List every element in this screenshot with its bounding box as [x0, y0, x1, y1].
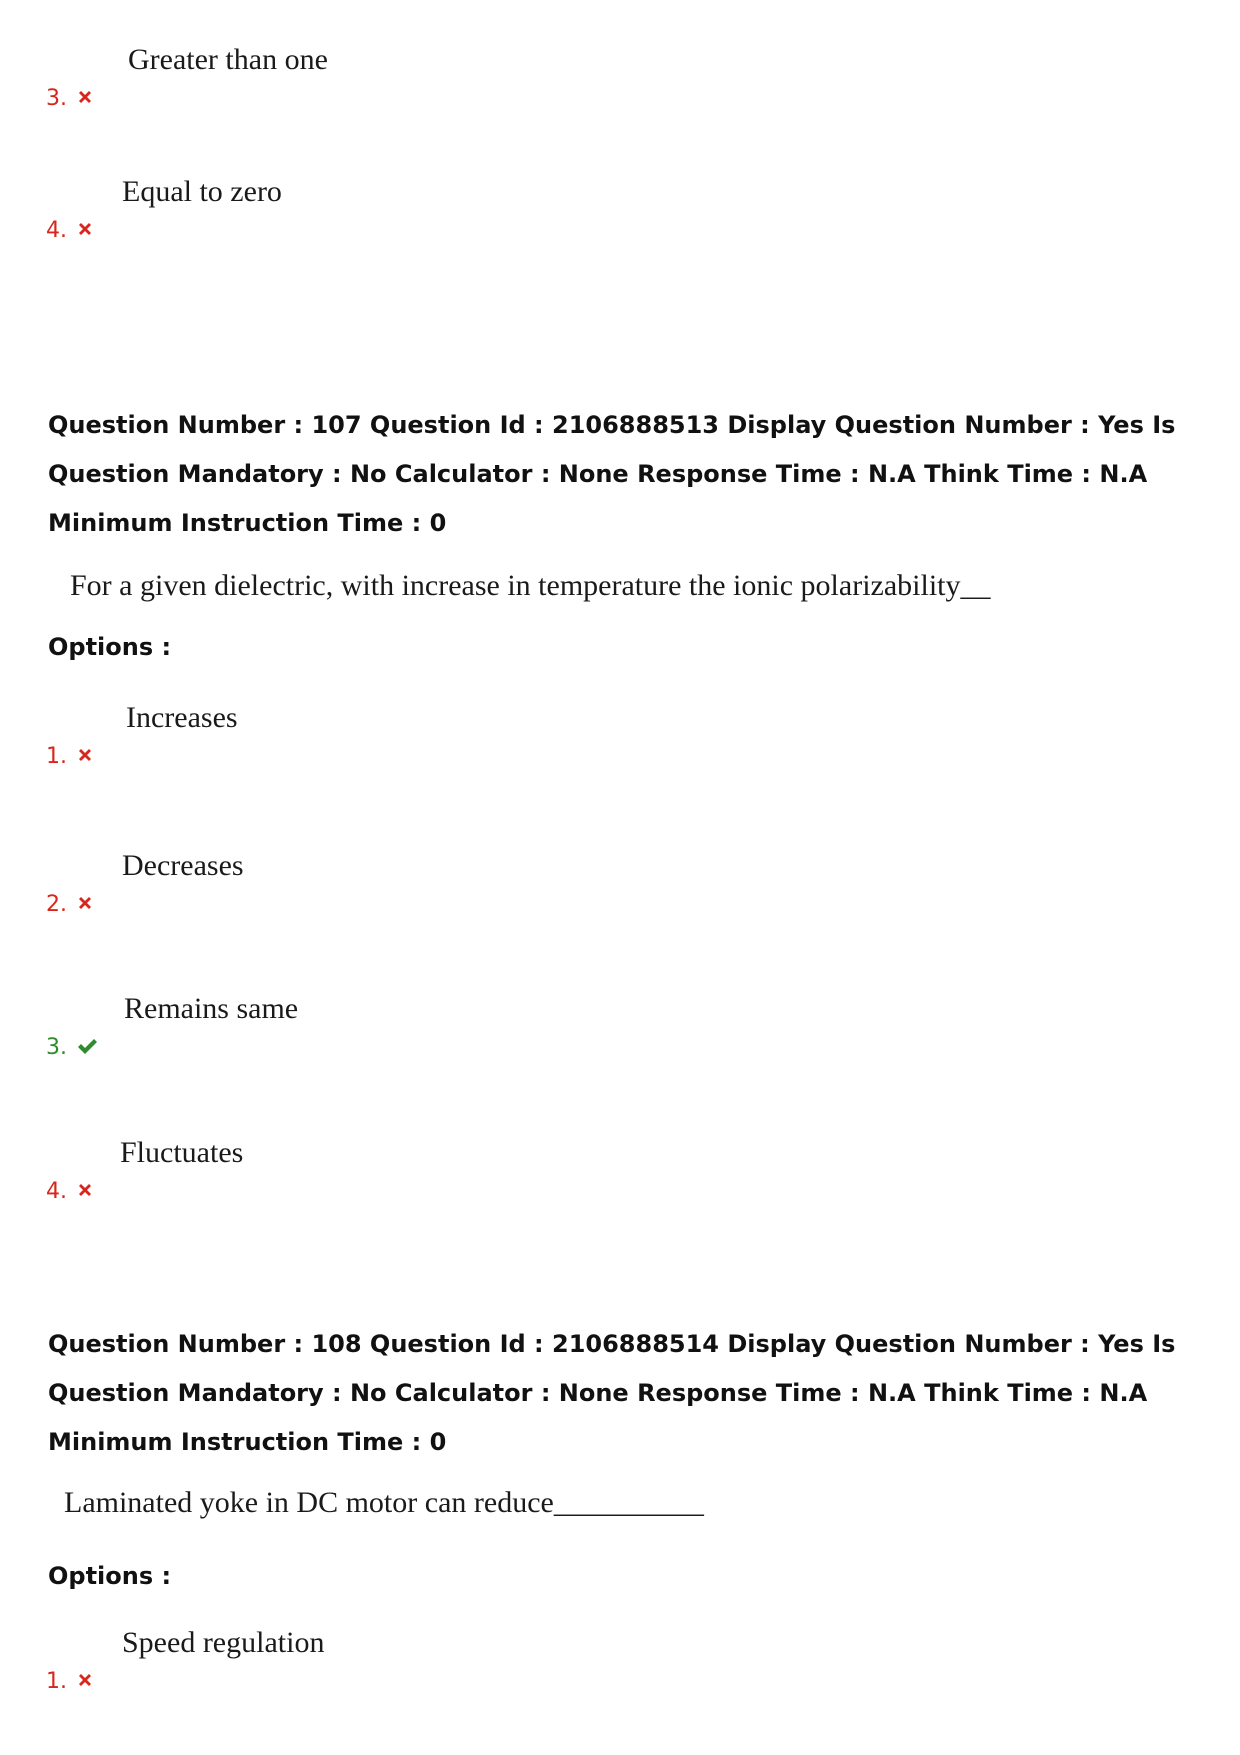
option-text: Fluctuates	[120, 1136, 244, 1169]
option-item	[46, 700, 746, 770]
option-item	[46, 174, 746, 244]
option-item	[46, 1135, 746, 1205]
option-text: Speed regulation	[122, 1626, 325, 1659]
option-text: Increases	[126, 701, 238, 734]
cross-icon	[76, 1181, 94, 1199]
question-meta: Question Number : 108 Question Id : 2106888514 Display Question Number : Yes Is Question Mandatory : No Calculator : None Response Time : N.A Think Time : N.A Minimum Instruction Time : 0	[48, 1330, 1176, 1456]
cross-icon	[76, 746, 94, 764]
option-number: 1.	[46, 1669, 67, 1694]
option-text: Remains same	[124, 992, 299, 1025]
option-text: Decreases	[122, 849, 244, 882]
cross-icon	[76, 220, 94, 238]
option-number: 4.	[46, 1179, 67, 1204]
cross-icon	[76, 1671, 94, 1689]
question-stem: For a given dielectric, with increase in temperature the ionic polarizability__	[70, 569, 991, 602]
option-text: Greater than one	[128, 43, 328, 76]
cross-icon	[76, 88, 94, 106]
option-number: 2.	[46, 892, 67, 917]
option-item	[46, 991, 746, 1061]
option-item	[46, 848, 746, 918]
option-item	[46, 1625, 746, 1695]
option-number: 3.	[46, 1035, 67, 1060]
options-label: Options :	[48, 1562, 172, 1590]
option-number: 3.	[46, 86, 67, 111]
option-number: 1.	[46, 744, 67, 769]
option-number: 4.	[46, 218, 67, 243]
question-stem: Laminated yoke in DC motor can reduce__________	[64, 1486, 704, 1519]
question-meta: Question Number : 107 Question Id : 2106888513 Display Question Number : Yes Is Question Mandatory : No Calculator : None Response Time : N.A Think Time : N.A Minimum Instruction Time : 0	[48, 411, 1176, 537]
option-item	[46, 42, 746, 112]
check-icon	[76, 1037, 98, 1057]
cross-icon	[76, 894, 94, 912]
option-text: Equal to zero	[122, 175, 282, 208]
options-label: Options :	[48, 633, 172, 661]
